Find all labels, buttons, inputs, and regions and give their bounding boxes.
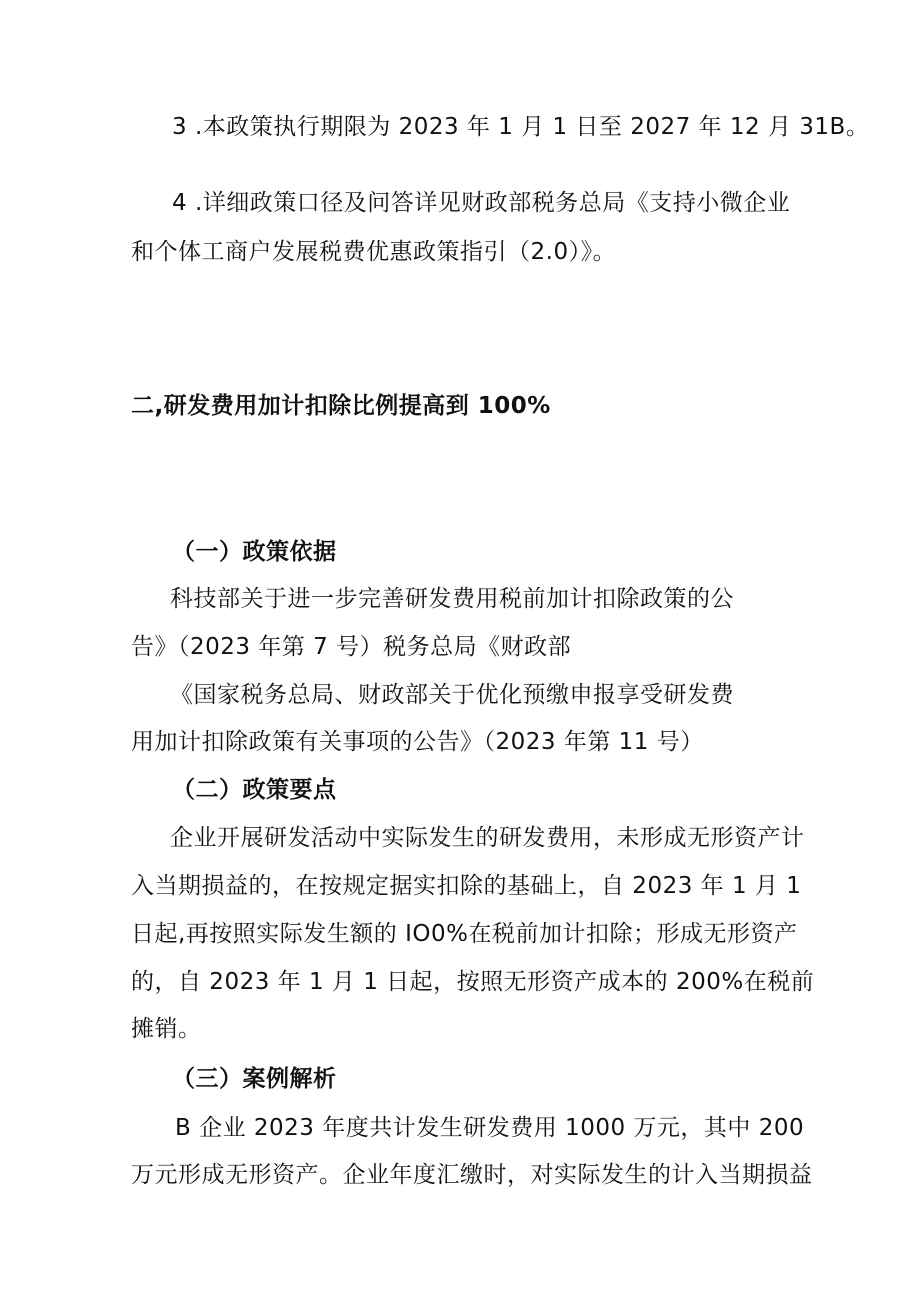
section-2-heading: 二,研发费用加计扣除比例提高到 100% [131, 393, 551, 419]
basis-line-3: 《国家税务总局、财政部关于优化预缴申报享受研发费 [170, 682, 734, 708]
item-4-text-line2: 和个体工商户发展税费优惠政策指引（2.0）》。 [131, 239, 617, 265]
subsection-1-heading: （一）政策依据 [172, 539, 337, 565]
subsection-2-heading: （二）政策要点 [172, 777, 337, 803]
points-line-4: 的，自 2023 年 1 月 1 日起，按照无形资产成本的 200%在税前 [131, 969, 815, 995]
basis-line-1: 科技部关于进一步完善研发费用税前加计扣除政策的公 [170, 586, 734, 612]
subsection-3-heading: （三）案例解析 [172, 1066, 337, 1092]
basis-line-4: 用加计扣除政策有关事项的公告》（2023 年第 11 号） [131, 729, 704, 755]
case-line-1: B 企业 2023 年度共计发生研发费用 1000 万元，其中 200 [175, 1115, 805, 1141]
points-line-3: 日起,再按照实际发生额的 IO0%在税前加计扣除；形成无形资产 [131, 921, 798, 947]
points-line-1: 企业开展研发活动中实际发生的研发费用，未形成无形资产计 [170, 825, 805, 851]
points-line-2: 入当期损益的，在按规定据实扣除的基础上，自 2023 年 1 月 1 [131, 873, 802, 899]
basis-line-2: 告》（2023 年第 7 号）税务总局《财政部 [131, 634, 572, 660]
item-3-text: 3 .本政策执行期限为 2023 年 1 月 1 日至 2027 年 12 月 31B。 [172, 114, 870, 140]
case-line-2: 万元形成无形资产。企业年度汇缴时，对实际发生的计入当期损益 [131, 1162, 813, 1188]
points-line-5: 摊销。 [131, 1016, 202, 1042]
item-4-text-line1: 4 .详细政策口径及问答详见财政部税务总局《支持小微企业 [172, 190, 791, 216]
